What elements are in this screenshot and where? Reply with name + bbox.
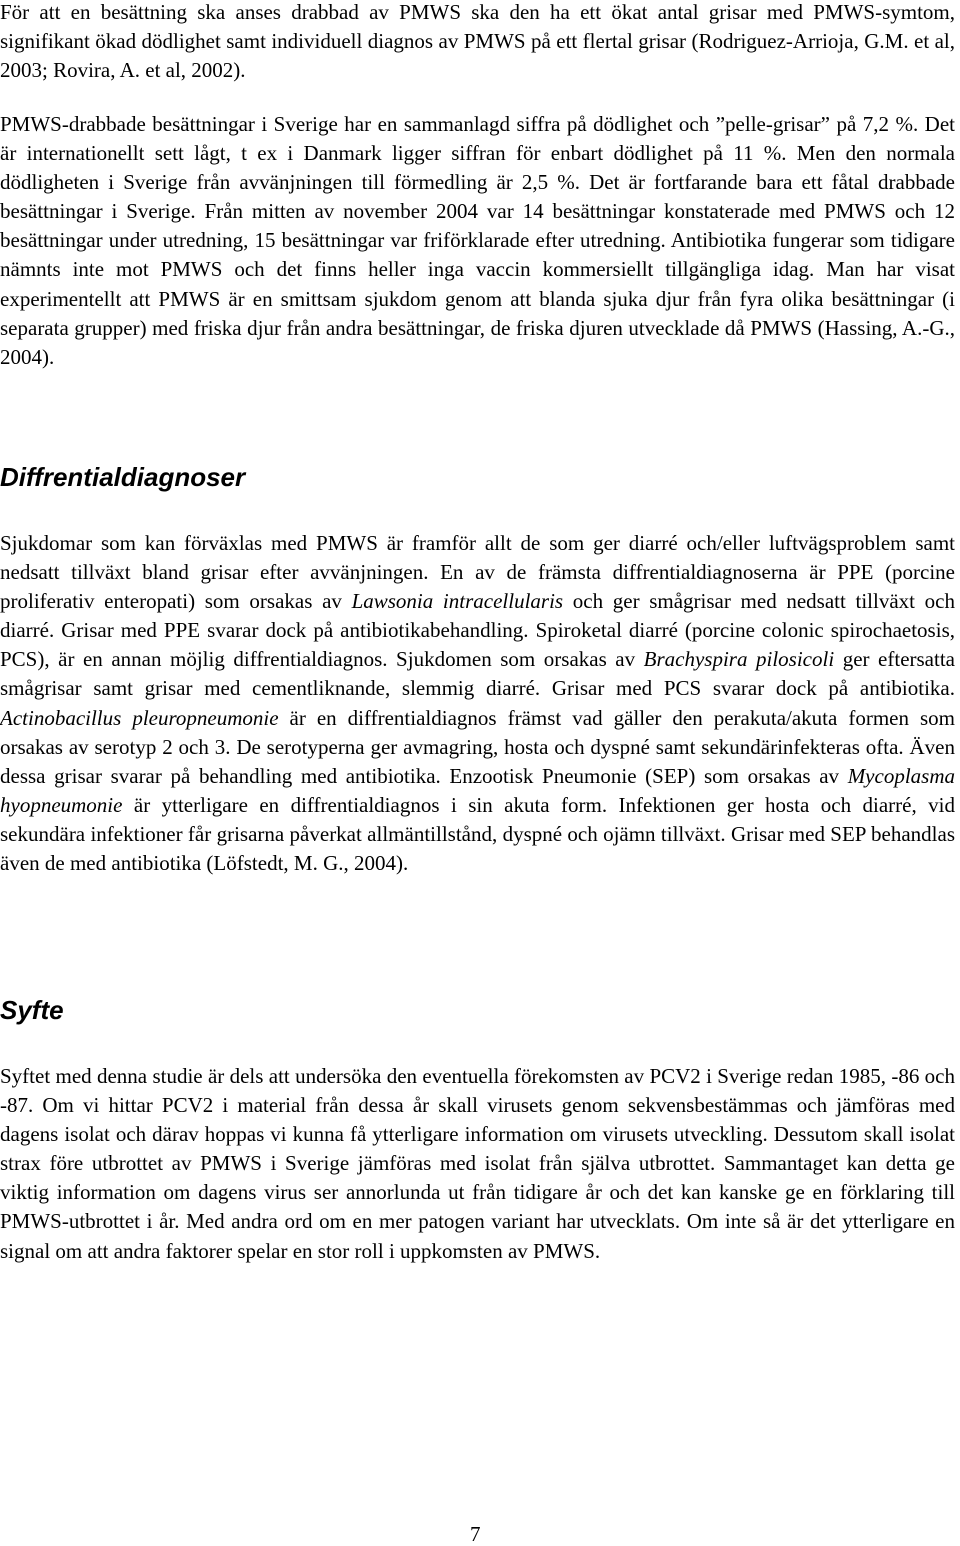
intro-paragraph-1: För att en besättning ska anses drabbad av PMWS ska den ha ett ökat antal grisar med PMWS-symtom, signifikant ökad dödlighet samt individuell diagnos av PMWS på ett flertal grisar (Rodriguez-Arrioja, G.M. et al, 2003; Rovira, A. et al, 2002). xyxy=(0,0,955,83)
diffrentialdiagnoser-paragraph xyxy=(0,529,955,878)
section-heading-syfte: Syfte xyxy=(0,995,64,1025)
species-name-brachyspira: Brachyspira pilosicoli xyxy=(643,647,835,672)
species-name-lawsonia: Lawsonia intracellularis xyxy=(351,589,564,614)
page-number: 7 xyxy=(470,1522,481,1546)
species-name-actinobacillus: Actinobacillus pleuropneumonie xyxy=(0,705,279,730)
text-run: och ger smågrisar med nedsatt tillväxt och diarré. Grisar med PPE svarar dock på antibiotikabehandling. Spiroketal diarré (porcine colonic spirochaetosis, PCS), är en annan möjlig diffrentialdiagnos. Sjukdomen som orsakas av xyxy=(0,589,956,672)
text-run: är en diffrentialdiagnos främst vad gäller den perakuta/akuta formen som orsakas av serotyp 2 och 3. De serotyperna ger avmagring, hosta och dyspné samt sekundärinfekteras ofta. Även dessa grisar svarar på behandling med antibiotika. Enzootisk Pneumonie (SEP) som orsakas av xyxy=(0,705,955,788)
species-name-mycoplasma: Mycoplasma hyopneumonie xyxy=(0,763,955,817)
text-run: Sjukdomar som kan förväxlas med PMWS är framför allt de som ger diarré och/eller luftvägsproblem samt nedsatt tillväxt bland grisar efter avvänjningen. En av de främsta diffrentialdiagnoserna är PPE (porcine proliferativ enteropati) som orsakas av xyxy=(0,531,955,614)
section-heading-diffrentialdiagnoser: Diffrentialdiagnoser xyxy=(0,462,246,492)
syfte-paragraph: Syftet med denna studie är dels att undersöka den eventuella förekomsten av PCV2 i Sverige redan 1985, -86 och -87. Om vi hittar PCV2 i material från dessa år skall virusets genom sekvensbestämmas och jämföras med dagens isolat och därav hoppas vi kunna få ytterligare information om virusets utveckling. Dessutom skall isolat strax före utbrottet av PMWS i Sverige jämföras med isolat från själva utbrottet. Sammantaget kan detta ge viktig information om dagens virus ser annorlunda ut från tidigare år och det kan kanske ge en förklaring till PMWS-utbrottet i år. Med andra ord om en mer patogen variant har utvecklats. Om inte så är det ytterligare en signal om att andra faktorer spelar en stor roll i uppkomsten av PMWS. xyxy=(0,1064,955,1263)
text-run: är ytterligare en diffrentialdiagnos i sin akuta form. Infektionen ger hosta och diarré, vid sekundära infektioner får grisarna påverkat allmäntillstånd, dyspné och ojämn tillväxt. Grisar med SEP behandlas även de med antibiotika (Löfstedt, M. G., 2004). xyxy=(0,792,955,876)
intro-paragraph-2: PMWS-drabbade besättningar i Sverige har en sammanlagd siffra på dödlighet och ”pelle-grisar” på 7,2 %. Det är internationellt sett lågt, t ex i Danmark ligger siffran för enbart dödlighet på 11 %. Men den normala dödligheten i Sverige från avvänjningen till förmedling är 2,5 %. Det är fortfarande bara ett fåtal drabbade besättningar i Sverige. Från mitten av november 2004 var 14 besättningar konstaterade med PMWS och 12 besättningar under utredning, 15 besättningar var friförklarade efter utredning. Antibiotika fungerar som tidigare nämnts inte mot PMWS och det finns heller inga vaccin kommersiellt tillgängliga idag. Man har visat experimentellt att PMWS är en smittsam sjukdom genom att blanda sjuka djur från fyra olika besättningar (i separata grupper) med friska djur från andra besättningar, de friska djuren utvecklade då PMWS (Hassing, A.-G., 2004). xyxy=(0,112,955,369)
text-run: ger eftersatta smågrisar samt grisar med cementliknande, slemmig diarré. Grisar med PCS svarar dock på antibiotika. xyxy=(0,647,955,701)
